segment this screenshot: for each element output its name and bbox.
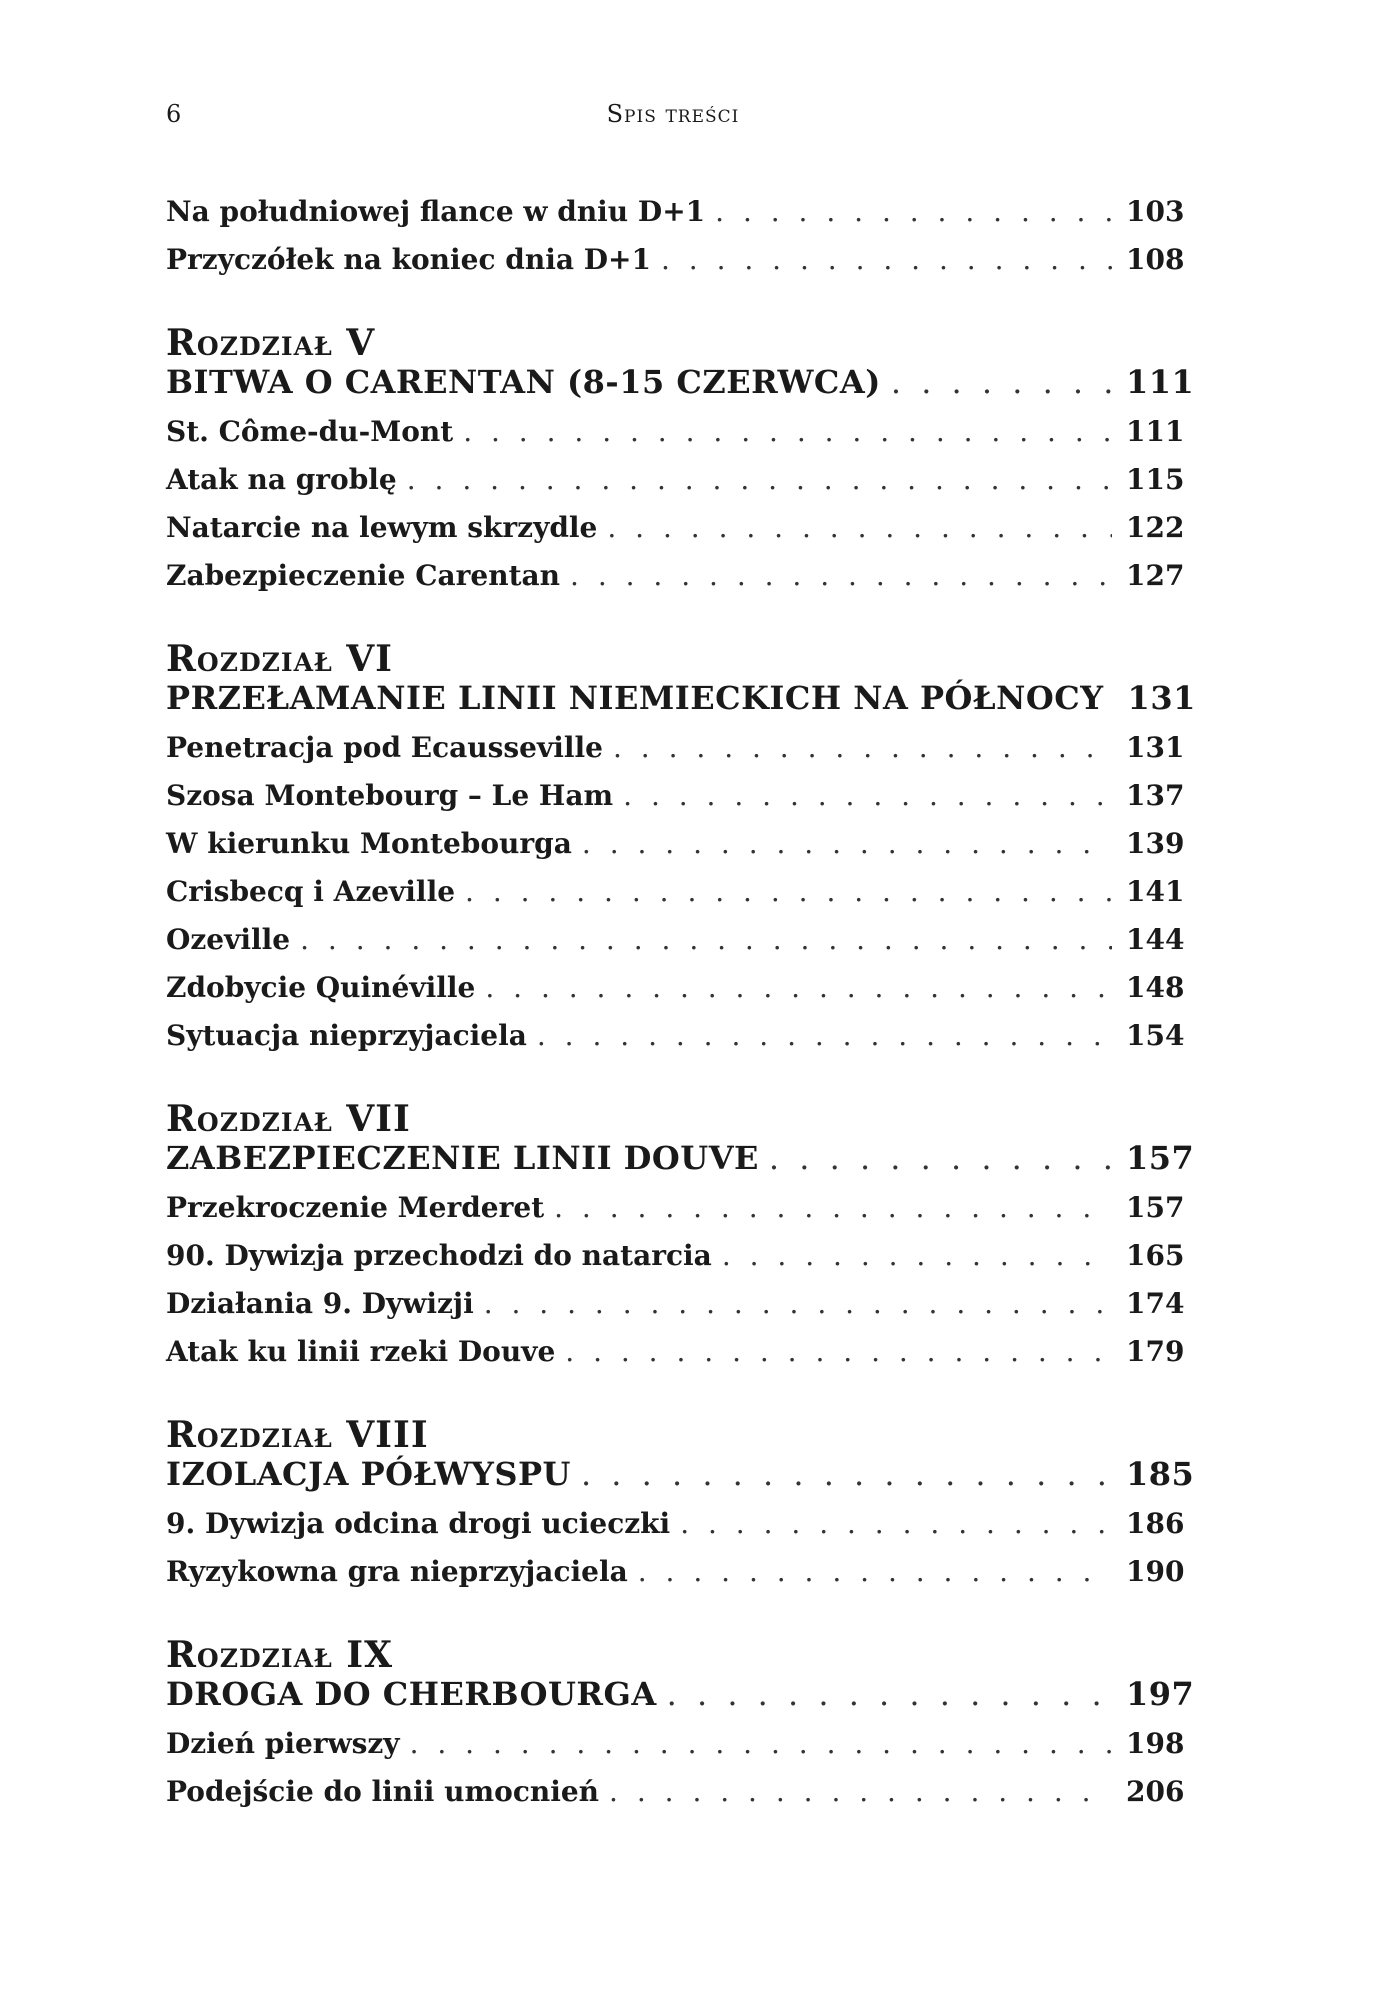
toc-entry <box>166 415 1185 463</box>
chapter-label: Rozdział VII <box>166 1098 411 1140</box>
dot-leader <box>613 731 1112 764</box>
chapter-label: Rozdział VIII <box>166 1414 429 1456</box>
chapter-title: BITWA O CARENTAN (8-15 CZERWCA) <box>166 363 881 401</box>
toc-entry-title: Szosa Montebourg – Le Ham <box>166 779 614 812</box>
toc-entry-page: 190 <box>1126 1555 1185 1588</box>
chapter-title: DROGA DO CHERBOURGA <box>166 1675 657 1713</box>
toc-entry-title: Ryzykowna gra nieprzyjaciela <box>166 1555 628 1588</box>
toc-entry-title: 90. Dywizja przechodzi do natarcia <box>166 1239 712 1272</box>
toc-entry-page: 165 <box>1126 1239 1185 1272</box>
toc-entry <box>166 511 1185 559</box>
toc-entry-page: 115 <box>1126 463 1185 496</box>
chapter-block <box>166 1098 1195 1383</box>
toc-entry-page: 127 <box>1126 559 1185 592</box>
toc-entry-page: 148 <box>1126 971 1185 1004</box>
toc-entry-title: St. Côme-du-Mont <box>166 415 454 448</box>
toc-entry <box>166 1775 1185 1823</box>
toc-entry-title: Ozeville <box>166 923 291 956</box>
chapter-title-entry <box>166 679 1196 731</box>
dot-leader <box>715 195 1112 228</box>
dot-leader <box>623 779 1112 812</box>
dot-leader <box>891 363 1112 401</box>
toc-entry-page: 179 <box>1126 1335 1185 1368</box>
chapter-title-entry <box>166 1675 1195 1727</box>
toc-entry-page: 108 <box>1126 243 1185 276</box>
toc-entry <box>166 243 1185 291</box>
toc-entry <box>166 1239 1185 1287</box>
toc-entry-title: Podejście do linii umocnień <box>166 1775 600 1808</box>
toc-entry <box>166 463 1185 511</box>
dot-leader <box>722 1239 1112 1272</box>
toc-entry-page: 122 <box>1126 511 1185 544</box>
chapter-block <box>166 322 1195 607</box>
toc-entry <box>166 971 1185 1019</box>
dot-leader <box>582 827 1112 860</box>
toc-entry-title: Atak na groblę <box>166 463 397 496</box>
toc-entry <box>166 1507 1185 1555</box>
toc-entry-title: Przyczółek na koniec dnia D+1 <box>166 243 651 276</box>
chapter-title-entry <box>166 363 1195 415</box>
toc-entry-page: 131 <box>1126 731 1185 764</box>
toc-entry <box>166 195 1185 243</box>
chapter-page: 157 <box>1126 1139 1195 1177</box>
chapter-title-entry <box>166 1139 1195 1191</box>
toc-entry-title: Dzień pierwszy <box>166 1727 400 1760</box>
chapter-block <box>166 1634 1195 1823</box>
chapter-page: 197 <box>1126 1675 1195 1713</box>
toc-entry-page: 154 <box>1126 1019 1185 1052</box>
toc-entry-page: 144 <box>1126 923 1185 956</box>
page-number: 6 <box>166 100 182 128</box>
dot-leader <box>680 1507 1112 1540</box>
dot-leader <box>485 971 1112 1004</box>
toc-entry <box>166 1287 1185 1335</box>
chapter-page: 131 <box>1127 679 1196 717</box>
toc-entry-page: 137 <box>1126 779 1185 812</box>
page-header <box>166 100 1180 140</box>
toc-entry <box>166 1191 1185 1239</box>
toc-entry <box>166 1019 1185 1067</box>
chapter-title-entry <box>166 1455 1195 1507</box>
dot-leader <box>661 243 1112 276</box>
dot-leader <box>554 1191 1112 1224</box>
toc-entry-title: 9. Dywizja odcina drogi ucieczki <box>166 1507 671 1540</box>
chapter-block <box>166 1414 1195 1603</box>
chapter-label: Rozdział V <box>166 322 376 364</box>
toc-entry-page: 198 <box>1126 1727 1185 1760</box>
dot-leader <box>410 1727 1112 1760</box>
toc-entry-page: 174 <box>1126 1287 1185 1320</box>
dot-leader <box>667 1675 1112 1713</box>
toc-entry-title: Przekroczenie Merderet <box>166 1191 545 1224</box>
chapter-title: PRZEŁAMANIE LINII NIEMIECKICH NA PÓŁNOCY <box>166 679 1104 717</box>
dot-leader <box>607 511 1112 544</box>
dot-leader <box>463 415 1112 448</box>
dot-leader <box>565 1335 1112 1368</box>
toc-entry <box>166 779 1185 827</box>
toc-entry-page: 157 <box>1126 1191 1185 1224</box>
toc-entry-title: Na południowej flance w dniu D+1 <box>166 195 706 228</box>
dot-leader <box>407 463 1112 496</box>
toc-entry <box>166 875 1185 923</box>
table-of-contents <box>166 195 1196 1823</box>
dot-leader <box>300 923 1112 956</box>
toc-entry-title: Sytuacja nieprzyjaciela <box>166 1019 527 1052</box>
toc-entry <box>166 1555 1185 1603</box>
toc-entry <box>166 1335 1185 1383</box>
dot-leader <box>570 559 1112 592</box>
toc-entry-title: Zabezpieczenie Carentan <box>166 559 561 592</box>
dot-leader <box>769 1139 1112 1177</box>
toc-entry-title: Penetracja pod Ecausseville <box>166 731 603 764</box>
dot-leader <box>581 1455 1112 1493</box>
toc-entry-title: Działania 9. Dywizji <box>166 1287 474 1320</box>
toc-entry-page: 139 <box>1126 827 1185 860</box>
toc-entry-title: Crisbecq i Azeville <box>166 875 456 908</box>
toc-entry-page: 103 <box>1126 195 1185 228</box>
toc-entry-page: 111 <box>1126 415 1185 448</box>
toc-entry-page: 186 <box>1126 1507 1185 1540</box>
chapter-title: ZABEZPIECZENIE LINII DOUVE <box>166 1139 759 1177</box>
toc-entry <box>166 923 1185 971</box>
dot-leader <box>638 1555 1112 1588</box>
toc-entry-title: Zdobycie Quinéville <box>166 971 476 1004</box>
chapter-block <box>166 638 1196 1067</box>
chapter-label: Rozdział IX <box>166 1634 394 1676</box>
toc-entry <box>166 827 1185 875</box>
toc-entry-page: 206 <box>1126 1775 1185 1808</box>
chapter-page: 111 <box>1126 363 1195 401</box>
dot-leader <box>609 1775 1112 1808</box>
dot-leader <box>484 1287 1112 1320</box>
toc-entry <box>166 559 1185 607</box>
toc-entry <box>166 1727 1185 1775</box>
dot-leader <box>465 875 1112 908</box>
toc-entry <box>166 731 1185 779</box>
dot-leader <box>537 1019 1112 1052</box>
toc-entry-title: W kierunku Montebourga <box>166 827 572 860</box>
chapter-page: 185 <box>1126 1455 1195 1493</box>
chapter-label: Rozdział VI <box>166 638 394 680</box>
toc-entry-title: Natarcie na lewym skrzydle <box>166 511 598 544</box>
toc-entry-title: Atak ku linii rzeki Douve <box>166 1335 556 1368</box>
running-title: Spis treści <box>606 100 740 128</box>
toc-entry-page: 141 <box>1126 875 1185 908</box>
chapter-title: IZOLACJA PÓŁWYSPU <box>166 1455 571 1493</box>
